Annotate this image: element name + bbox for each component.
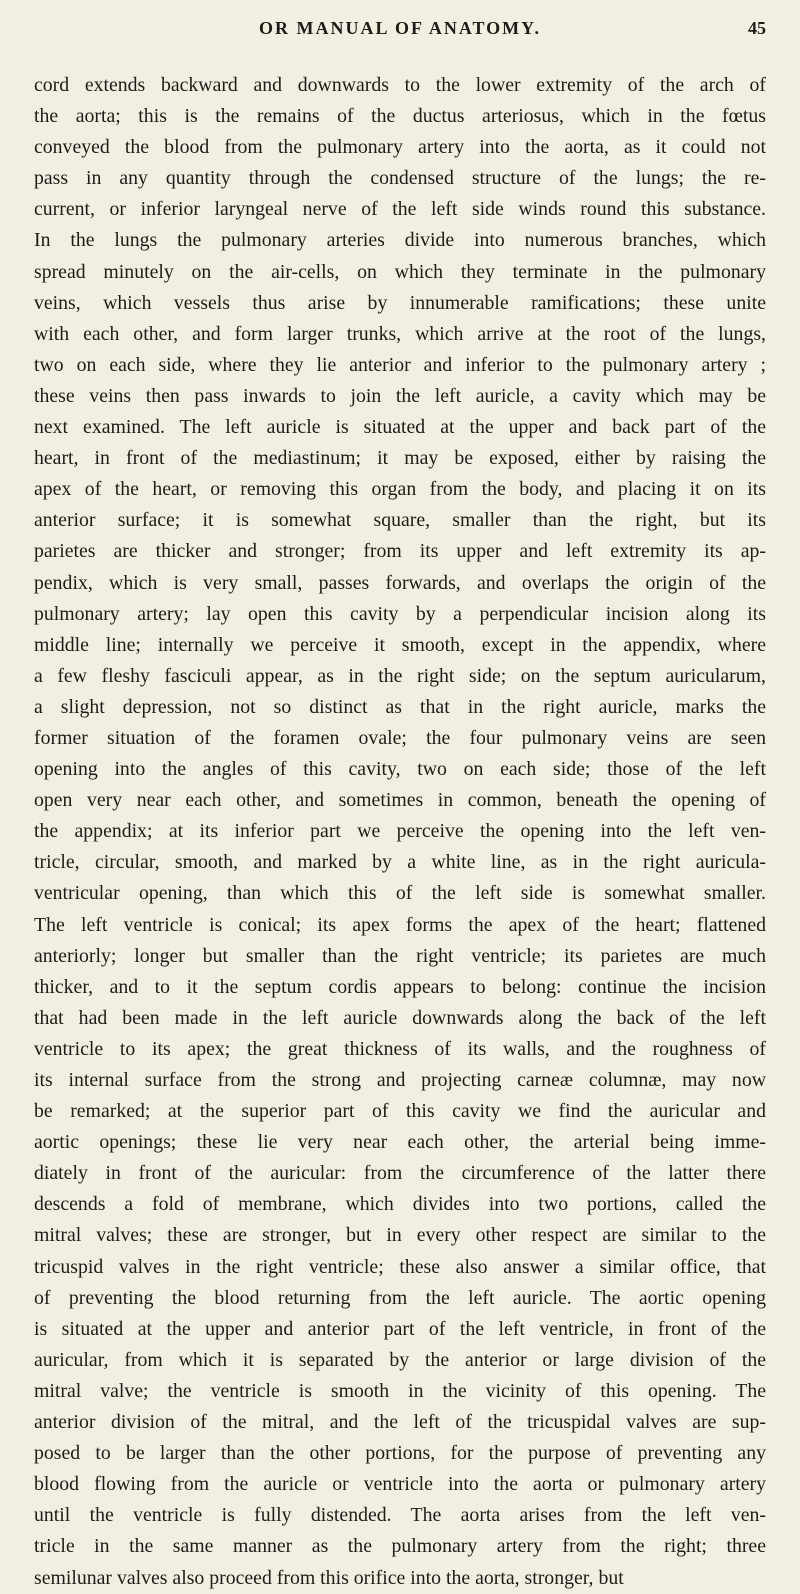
text-line: tricle, circular, smooth, and marked by a white line, as in the right auricula- (34, 851, 766, 874)
text-line: its internal surface from the strong and projecting carneæ columnæ, may now (34, 1069, 766, 1091)
text-line: cord extends backward and downwards to the lower extremity of the arch of (34, 74, 766, 96)
text-line: parietes are thicker and stronger; from its upper and left extremity its ap- (34, 540, 766, 563)
text-line: a few fleshy fasciculi appear, as in the right side; on the septum auricularum, (34, 664, 766, 687)
text-line: anterior division of the mitral, and the left of the tricuspidal valves are sup- (34, 1411, 766, 1434)
text-line: ventricular opening, than which this of the left side is somewhat smaller. (34, 882, 766, 905)
text-line: The left ventricle is conical; its apex forms the apex of the heart; flattened (34, 913, 766, 936)
text-line: anterior surface; it is somewhat square, smaller than the right, but its (34, 509, 766, 532)
text-line: conveyed the blood from the pulmonary artery into the aorta, as it could not (34, 136, 766, 159)
paragraph (34, 70, 766, 1594)
text-line: two on each side, where they lie anterior and inferior to the pulmonary artery ; (34, 353, 766, 376)
text-line: open very near each other, and sometimes in common, beneath the opening of (34, 789, 766, 812)
text-line: heart, in front of the mediastinum; it may be exposed, either by raising the (34, 447, 766, 470)
text-line: next examined. The left auricle is situated at the upper and back part of the (34, 416, 766, 439)
text-line: the appendix; at its inferior part we perceive the opening into the left ven- (34, 820, 766, 843)
text-line: mitral valves; these are stronger, but in every other respect are similar to the (34, 1224, 766, 1247)
text-line: pass in any quantity through the condensed structure of the lungs; the re- (34, 167, 766, 190)
text-line: be remarked; at the superior part of this cavity we find the auricular and (34, 1100, 766, 1123)
running-header (34, 18, 766, 58)
text-line: mitral valve; the ventricle is smooth in the vicinity of this opening. The (34, 1379, 766, 1402)
text-line: with each other, and form larger trunks, which arrive at the root of the lungs, (34, 322, 766, 345)
text-line: current, or inferior laryngeal nerve of the left side winds round this substance. (34, 198, 766, 221)
text-line: pendix, which is very small, passes forwards, and overlaps the origin of the (34, 571, 766, 594)
text-line: thicker, and to it the septum cordis appears to belong: continue the incision (34, 975, 766, 998)
text-line: until the ventricle is fully distended. The aorta arises from the left ven- (34, 1504, 766, 1527)
text-line: is situated at the upper and anterior part of the left ventricle, in front of the (34, 1317, 766, 1340)
text-line: pulmonary artery; lay open this cavity by a perpendicular incision along its (34, 602, 766, 625)
text-line: of preventing the blood returning from the left auricle. The aortic opening (34, 1286, 766, 1309)
text-line: a slight depression, not so distinct as that in the right auricle, marks the (34, 695, 766, 718)
text-line: these veins then pass inwards to join the left auricle, a cavity which may be (34, 384, 766, 407)
text-line: tricle in the same manner as the pulmonary artery from the right; three (34, 1535, 766, 1558)
text-line: aortic openings; these lie very near each other, the arterial being imme- (34, 1131, 766, 1154)
text-line: that had been made in the left auricle downwards along the back of the left (34, 1006, 766, 1029)
text-line: opening into the angles of this cavity, two on each side; those of the left (34, 758, 766, 781)
text-line: ventricle to its apex; the great thickness of its walls, and the roughness of (34, 1037, 766, 1060)
page-number: 45 (748, 18, 766, 38)
text-line: blood flowing from the auricle or ventricle into the aorta or pulmonary artery (34, 1473, 766, 1496)
running-title: OR MANUAL OF ANATOMY. (258, 18, 541, 38)
text-line: the aorta; this is the remains of the ductus arteriosus, which in the fœtus (34, 105, 766, 128)
text-line: tricuspid valves in the right ventricle; these also answer a similar office, that (34, 1255, 766, 1278)
text-line: anteriorly; longer but smaller than the right ventricle; its parietes are much (34, 944, 766, 967)
text-line: descends a fold of membrane, which divides into two portions, called the (34, 1193, 766, 1216)
text-line: apex of the heart, or removing this organ from the body, and placing it on its (34, 478, 766, 501)
text-line: former situation of the foramen ovale; the four pulmonary veins are seen (34, 726, 766, 749)
text-line: semilunar valves also proceed from this orifice into the aorta, stronger, but (34, 1566, 624, 1589)
body-text (34, 70, 766, 1594)
text-line: middle line; internally we perceive it smooth, except in the appendix, where (34, 633, 766, 656)
text-line: spread minutely on the air-cells, on which they terminate in the pulmonary (34, 260, 766, 283)
text-line: veins, which vessels thus arise by innumerable ramifications; these unite (34, 291, 766, 314)
text-line: posed to be larger than the other portions, for the purpose of preventing any (34, 1442, 766, 1465)
text-line: diately in front of the auricular: from the circumference of the latter there (34, 1162, 766, 1185)
text-line: auricular, from which it is separated by the anterior or large division of the (34, 1348, 766, 1371)
text-line: In the lungs the pulmonary arteries divide into numerous branches, which (34, 229, 766, 252)
